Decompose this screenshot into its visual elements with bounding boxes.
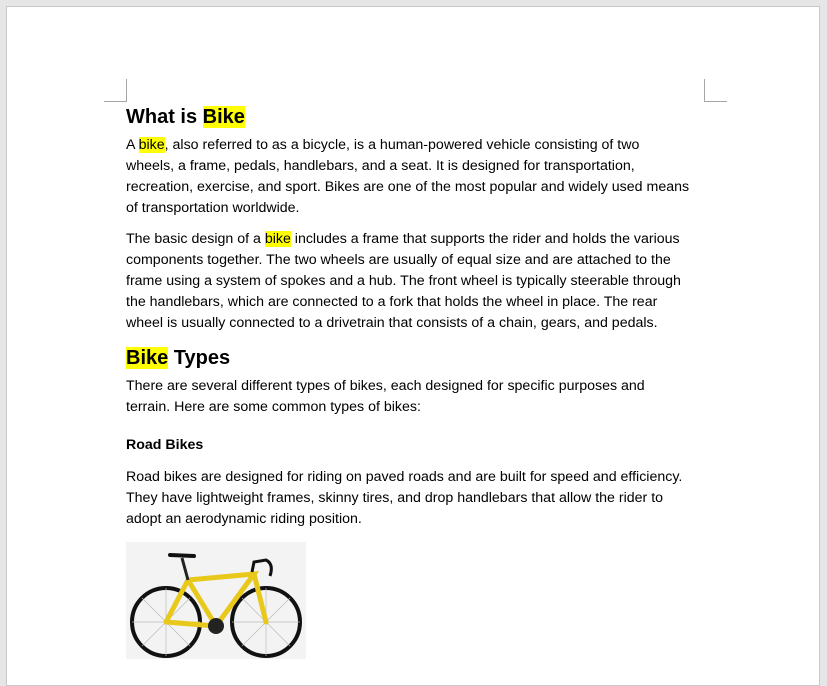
highlighted-word: bike	[264, 231, 291, 247]
highlighted-word: Bike	[202, 106, 245, 128]
margin-corner-mark	[104, 79, 127, 102]
text-line: of transportation worldwide.	[126, 200, 300, 216]
text-line: terrain. Here are some common types of bikes:	[126, 399, 421, 415]
text-line: frame using a system of spokes and a hub. The front wheel is typically steerable through	[126, 273, 681, 289]
text-line: There are several different types of bikes, each designed for specific purposes and	[126, 378, 645, 394]
heading-bike-types	[126, 344, 716, 372]
text: The basic design of a	[126, 231, 265, 247]
text-line: adopt an aerodynamic riding position.	[126, 511, 362, 527]
text: includes a frame that supports the rider and holds the various	[290, 231, 680, 247]
document-body[interactable]	[126, 103, 716, 659]
text-line	[126, 135, 716, 156]
text-line: Road bikes are designed for riding on paved roads and are built for speed and efficiency.	[126, 469, 683, 485]
text: A	[126, 137, 139, 153]
text-line: wheels, a frame, pedals, handlebars, and a seat. It is designed for transportation,	[126, 158, 635, 174]
heading-what-is-bike	[126, 103, 716, 131]
road-bike-image[interactable]	[126, 542, 306, 659]
heading-text: What is	[126, 106, 203, 128]
paragraph-road-bikes	[126, 467, 716, 530]
heading-road-bikes: Road Bikes	[126, 437, 204, 453]
text-line: recreation, exercise, and sport. Bikes are one of the most popular and widely used means	[126, 179, 690, 195]
text: , also referred to as a bicycle, is a human-powered vehicle consisting of two	[164, 137, 640, 153]
text-line: the handlebars, which are connected to a fork that holds the wheel in place. The rear	[126, 294, 658, 310]
bicycle-icon	[126, 542, 306, 659]
text-line	[126, 229, 716, 250]
text-line: components together. The two wheels are usually of equal size and are attached to the	[126, 252, 671, 268]
heading-text: Types	[168, 347, 231, 369]
margin-corner-mark	[704, 79, 727, 102]
paragraph-types-intro	[126, 376, 716, 418]
text-line: They have lightweight frames, skinny tires, and drop handlebars that allow the rider to	[126, 490, 664, 506]
paragraph-design	[126, 229, 716, 334]
highlighted-word: Bike	[126, 347, 169, 369]
paragraph-intro	[126, 135, 716, 219]
document-page[interactable]	[6, 6, 820, 686]
highlighted-word: bike	[138, 137, 165, 153]
text-line: wheel is usually connected to a drivetrain that consists of a chain, gears, and pedals.	[126, 315, 658, 331]
